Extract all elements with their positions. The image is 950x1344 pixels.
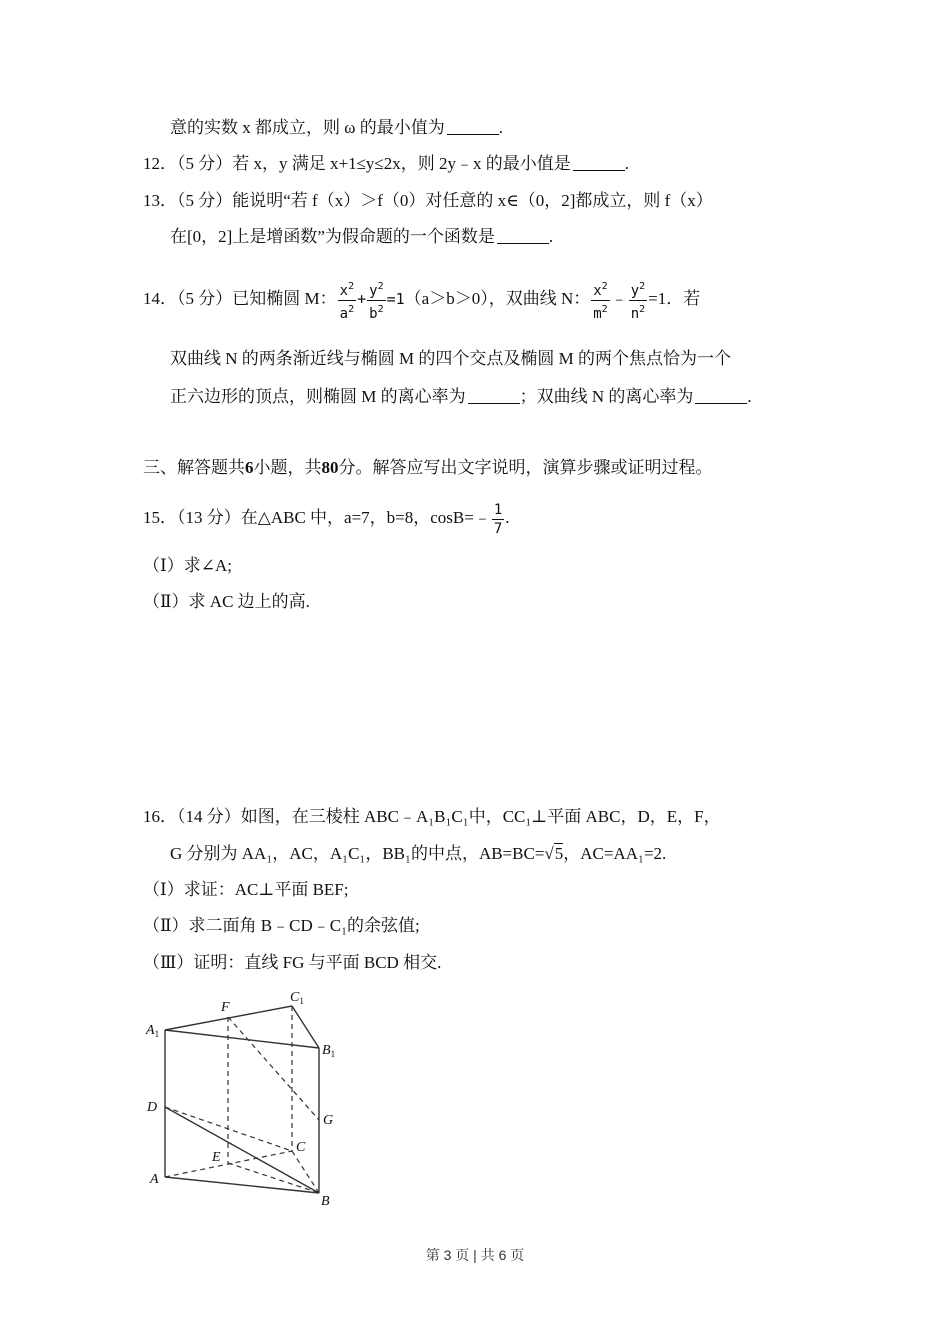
q12-text: 若 x，y 满足 x+1≤y≤2x，则 2y﹣x 的最小值是 (232, 154, 571, 173)
section-mid: 小题，共 (253, 458, 322, 477)
q14-number: 14． (143, 289, 177, 308)
svg-text:E: E (212, 1150, 221, 1165)
section-prefix: 三、解答题共 (143, 458, 245, 477)
q11-end: . (498, 118, 503, 137)
q15-part-2: （Ⅱ）求 AC 边上的高. (143, 592, 310, 611)
svg-text:C1: $C_1$ (290, 990, 304, 1006)
cosb-fraction: $\frac{1}{7}$ (493, 501, 503, 537)
q13-text-1: 能说明“若 f（x）＞f（0）对任意的 x∈（0，2]都成立，则 f（x） (232, 191, 713, 210)
plus-sign: + (357, 290, 367, 308)
q12-end: . (624, 154, 629, 173)
svg-text:G: G (323, 1113, 334, 1128)
svg-text:C: C (296, 1140, 306, 1155)
ellipse-y-fraction: $\frac{y^2}{b^2}$ (367, 278, 385, 323)
q13-text-2: 在[0，2]上是增函数”为假命题的一个函数是 (170, 227, 495, 246)
q14-ellipse-label: 已知椭圆 M： (232, 289, 337, 308)
svg-text:B: B (321, 1194, 330, 1209)
q15-text: 在△ABC 中，a=7，b=8，cosB=﹣ (240, 508, 491, 527)
minus-sign: ﹣ (610, 289, 628, 308)
q16-part-2: （Ⅱ）求二面角 B﹣CD﹣C₁的余弦值; (143, 916, 420, 935)
q16-number: 16． (143, 807, 177, 826)
q12-score: （5 分） (177, 154, 233, 173)
hyperbola-x-fraction: $\frac{x^2}{m^2}$ (591, 278, 609, 323)
q13-score: （5 分） (177, 191, 233, 210)
section-points: 80 (321, 458, 339, 477)
q16-part-3: （Ⅲ）证明：直线 FG 与平面 BCD 相交. (143, 953, 442, 972)
hyperbola-y-fraction: $\frac{y^2}{n^2}$ (629, 278, 647, 323)
q16-text-1: 如图，在三棱柱 ABC﹣A₁B₁C₁中，CC₁⊥平面 ABC，D，E，F， (240, 807, 721, 826)
label-a1: $A_1$ (146, 1023, 160, 1039)
page-footer: 第 3 页 | 共 6 页 (425, 1247, 525, 1263)
ellipse-rhs: =1 (386, 290, 405, 308)
hyperbola-rhs: =1．若 (648, 289, 701, 308)
q12-number: 12． (143, 154, 177, 173)
q15-number: 15． (143, 508, 177, 527)
q14-condition: （a＞b＞0），双曲线 N： (404, 289, 591, 308)
sqrt-value: 5 (554, 844, 564, 863)
q15-score: （13 分） (177, 508, 241, 527)
q14-text-2: 双曲线 N 的两条渐近线与椭圆 M 的四个交点及椭圆 M 的两个焦点恰为一个 (170, 349, 732, 368)
q14-end: . (747, 387, 752, 406)
section-suffix: 分。解答应写出文字说明，演算步骤或证明过程。 (338, 458, 713, 477)
q15-end: . (505, 508, 510, 527)
q11-text: 意的实数 x 都成立，则 ω 的最小值为 (170, 118, 445, 137)
q15-part-1: （Ⅰ）求∠A; (143, 556, 232, 575)
section-count: 6 (245, 458, 254, 477)
q16-score: （14 分） (177, 807, 241, 826)
q13-end: . (548, 227, 554, 246)
label-f: F (221, 1000, 230, 1015)
q16-text-2a: G 分别为 AA₁，AC，A₁C₁，BB₁的中点，AB=BC= (170, 844, 545, 863)
q14-score: （5 分） (177, 289, 233, 308)
q13-number: 13． (143, 191, 177, 210)
svg-text:D: D (147, 1100, 158, 1115)
q14-text-3a: 正六边形的顶点，则椭圆 M 的离心率为 (170, 387, 466, 406)
q14-text-3b: ；双曲线 N 的离心率为 (519, 387, 694, 406)
q16-text-2b: ，AC=AA₁=2. (563, 844, 667, 863)
svg-text:A: A (150, 1172, 159, 1187)
svg-text:B1: $B_1$ (322, 1043, 336, 1059)
q16-part-1: （Ⅰ）求证：AC⊥平面 BEF; (143, 880, 349, 899)
ellipse-x-fraction: $\frac{x^2}{a^2}$ (338, 278, 356, 323)
question-16-line2: G 分别为 AA₁，AC，A₁C₁，BB₁的中点，AB=BC=√5，AC=AA₁=2. (170, 844, 667, 863)
